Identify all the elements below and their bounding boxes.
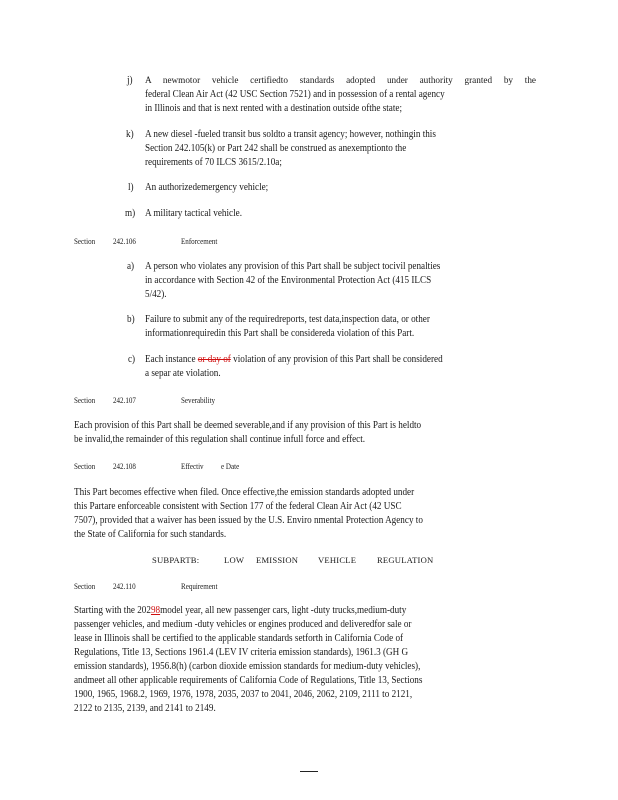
item-j-label: j) [127,75,133,86]
subpart-word-regulation: REGULATION [377,555,434,565]
section-108-number: 242.108 [113,461,136,471]
s106-a-line-2: in accordance with Section 42 of the Environmental Protection Act (415 ILCS [145,275,432,286]
section-110-title: Requirement [181,581,218,591]
s107-line-2: be invalid,the remainder of this regulation shall continue infull force and effect. [74,434,366,445]
subpart-word-emission: EMISSION [256,555,299,565]
s110-line-1 [74,604,406,617]
section-108-label: Section [74,461,96,471]
s106-b-line-1: Failure to submit any of the requiredreports, test data,inspection data, or other [145,314,430,325]
s108-line-4: the State of California for such standards. [74,529,227,540]
item-k-line-3: requirements of 70 ILCS 3615/2.10a; [145,157,282,168]
s110-line-4: Regulations, Title 13, Sections 1961.4 (LEV IV criteria emission standards), 1961.3 (GH G [74,647,409,658]
section-108-title-b: e Date [221,461,240,471]
inserted-text: 98 [150,605,161,616]
s106-c-label: c) [128,354,136,365]
s106-c-pre: Each instance [145,354,196,365]
s106-a-label: a) [127,261,135,272]
item-m-text: A military tactical vehicle. [145,208,242,219]
s106-a-line-1: A person who violates any provision of this Part shall be subject tocivil penalties [145,261,441,272]
item-l-label: l) [128,182,134,193]
s110-line-6: andmeet all other applicable requirements of California Code of Regulations, Title 13, Sections [74,675,423,686]
s108-line-1: This Part becomes effective when filed. Once effective,the emission standards adopted under [74,487,415,498]
s108-line-3: 7507), provided that a waiver has been issued by the U.S. Enviro nmental Protection Agency to [74,515,423,526]
s110-first-post: model year, all new passenger cars, light -duty trucks,medium-duty [160,605,407,616]
item-j-text-1: A newmotor vehicle certifiedto standards adopted under authority granted by the [145,75,536,85]
subpart-label: SUBPARTB: [152,555,200,565]
item-m-label: m) [125,208,136,219]
s106-b-line-2: informationrequiredin this Part shall be considereda violation of this Part. [145,328,415,339]
section-110-label: Section [74,581,96,591]
s106-c-line-1 [145,353,443,366]
s106-a-line-3: 5/42). [145,289,167,300]
item-k-label: k) [126,129,134,140]
section-106-label: Section [74,236,96,246]
item-j-line-1 [145,74,536,87]
item-l-text: An authorizedemergency vehicle; [145,182,269,193]
section-107-number: 242.107 [113,395,136,405]
s106-b-label: b) [127,314,135,325]
s106-c-post: violation of any provision of this Part shall be considered [233,354,443,365]
section-108-title-a: Effectiv [181,461,204,471]
section-106-number: 242.106 [113,236,136,246]
item-k-line-2: Section 242.105(k) or Part 242 shall be construed as anexemptionto the [145,143,407,154]
subpart-word-vehicle: VEHICLE [318,555,357,565]
s110-line-3: lease in Illinois shall be certified to the applicable standards setforth in California Code of [74,633,404,644]
s106-c-line-2: a separ ate violation. [145,368,221,379]
s110-line-8: 2122 to 2135, 2139, and 2141 to 2149. [74,703,216,714]
item-k-line-1: A new diesel -fueled transit bus soldto a transit agency; however, nothingin this [145,129,436,140]
s110-line-5: emission standards), 1956.8(h) (carbon dioxide emission standards for medium-duty vehicles), [74,661,421,672]
footer-rule [300,771,318,772]
s107-line-1: Each provision of this Part shall be deemed severable,and if any provision of this Part is heldto [74,420,422,431]
section-107-label: Section [74,395,96,405]
section-106-title: Enforcement [181,236,218,246]
section-110-number: 242.110 [113,581,136,591]
section-107-title: Severability [181,395,216,405]
s110-line-2: passenger vehicles, and medium -duty vehicles or engines produced and deliveredfor sale or [74,619,412,630]
deleted-text: or day of [197,354,231,365]
s110-first-pre: Starting with the 202 [74,605,151,616]
item-j-line-2: federal Clean Air Act (42 USC Section 7521) and in possession of a rental agency [145,89,445,100]
item-j-line-3: in Illinois and that is next rented with a destination outside ofthe state; [145,103,403,114]
s110-line-7: 1900, 1965, 1968.2, 1969, 1976, 1978, 2035, 2037 to 2041, 2046, 2062, 2109, 2111 to 2121, [74,689,413,700]
subpart-word-low: LOW [224,555,245,565]
s108-line-2: this Partare enforceable consistent with Section 177 of the federal Clean Air Act (42 USC [74,501,402,512]
